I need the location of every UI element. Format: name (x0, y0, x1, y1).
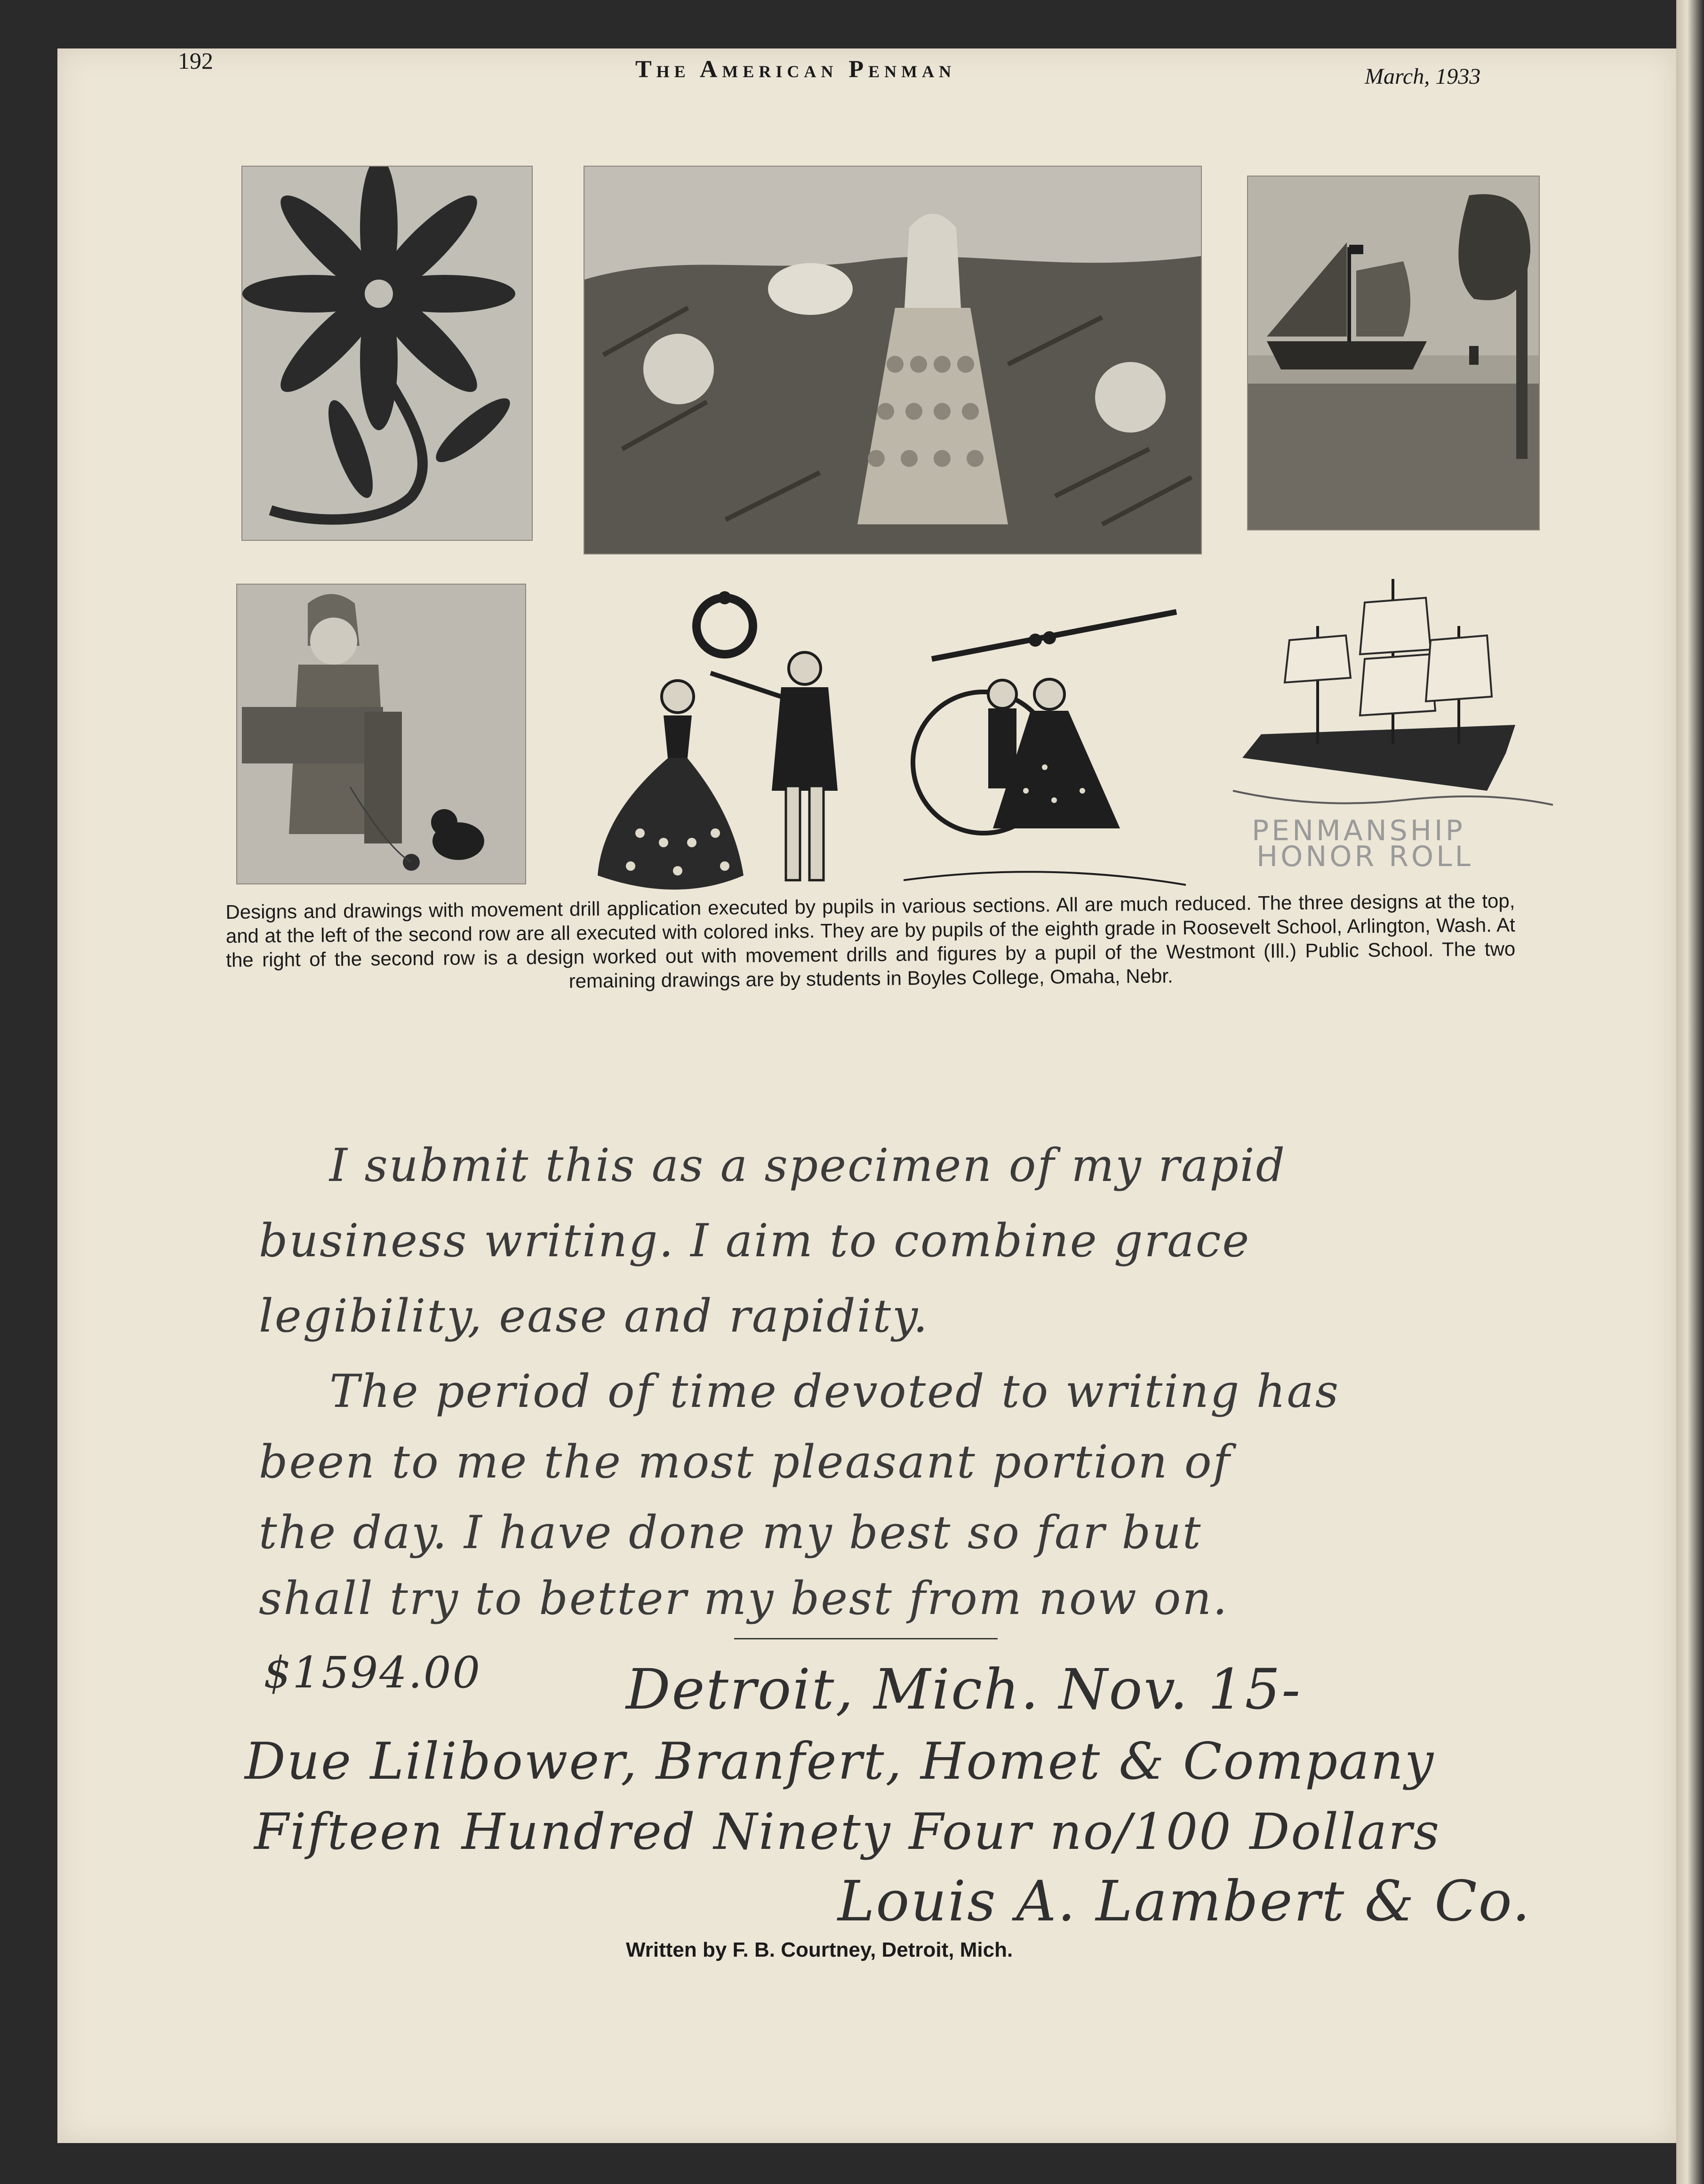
children-icon (904, 593, 1186, 923)
stamp-line-2: HONOR ROLL (1256, 840, 1473, 873)
divider (734, 1638, 998, 1639)
note-place-date: Detroit, Mich. Nov. 15- (626, 1657, 1302, 1722)
landscape-icon (584, 167, 1201, 554)
page-edge (1676, 0, 1704, 2184)
colonial-dancers-figure (584, 579, 885, 918)
page-number: 192 (178, 48, 213, 74)
note-signature: Louis A. Lambert & Co. (838, 1869, 1532, 1934)
flower-design-figure (241, 166, 533, 541)
note-payee: Due Lilibower, Branfert, Homet & Company (245, 1732, 1435, 1791)
specimen-line: The period of time devoted to writing has (329, 1365, 1340, 1418)
specimen-line: been to me the most pleasant portion of (259, 1436, 1232, 1488)
specimen-line: business writing. I aim to combine grace (259, 1214, 1251, 1267)
dutch-girl-landscape-figure (584, 166, 1202, 554)
stamp-line-1: PENMANSHIP (1252, 814, 1465, 847)
sailboat-tree-figure (1247, 176, 1540, 530)
dutch-girl-knitting-figure (236, 584, 526, 884)
specimen-line: shall try to better my best from now on. (259, 1572, 1229, 1625)
specimen-line: the day. I have done my best so far but (259, 1506, 1202, 1559)
children-hoop-figure (904, 593, 1186, 923)
flower-icon (242, 167, 532, 540)
issue-date: March, 1933 (1365, 64, 1481, 89)
specimen-line: legibility, ease and rapidity. (259, 1290, 929, 1342)
note-amount-words: Fifteen Hundred Ninety Four no/100 Dollars (254, 1803, 1441, 1861)
specimen-line: I submit this as a specimen of my rapid (329, 1139, 1287, 1192)
cat-icon (237, 585, 525, 883)
author-credit: Written by F. B. Courtney, Detroit, Mich. (626, 1938, 1013, 1961)
figure-caption: Designs and drawings with movement drill application executed by pupils in various sections. All are much reduced. The three designs at the top, and at the left of the second row are all executed with colored inks. They are by pupils of the eighth grade in Roosevelt School, Arlington, Wash. At the right of the second row is a design worked out with movement drills and figures by a pupil of the Westmont (Ill.) Public School. The two remaining drawings are by students in Boyles College, Omaha, Nebr. (225, 890, 1516, 992)
dancers-icon (584, 579, 885, 918)
running-title: The American Penman (635, 56, 956, 83)
sailboat-icon (1248, 177, 1539, 530)
sailing-ship-figure (1224, 555, 1562, 913)
note-amount: $1594.00 (264, 1647, 481, 1698)
